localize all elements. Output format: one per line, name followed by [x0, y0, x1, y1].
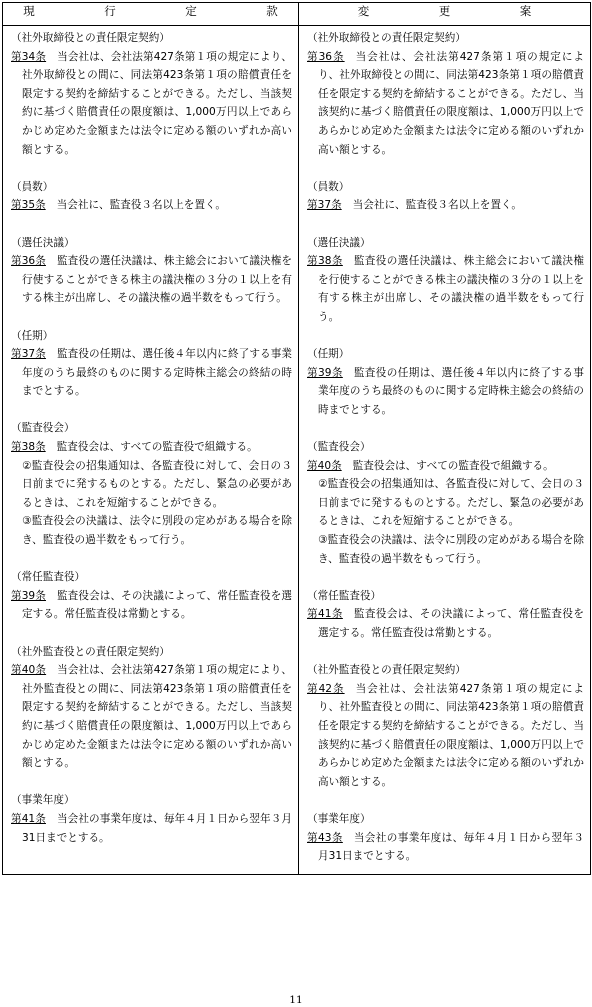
- article-text: 当会社は、会社法第427条第１項の規定により、社外監査役との間に、同法第423条第１項の賠償責任を限定する契約を締結することができる。ただし、当該契約に基づく賠償責任の限度額は、1,000万円以上であらかじめ定めた金額または法令に定める額のいずれか高い額とする。: [22, 664, 292, 770]
- article-paragraph: [307, 457, 584, 476]
- article-text: 当会社の事業年度は、毎年４月１日から翌年３月31日までとする。: [22, 812, 292, 844]
- article-paragraph: [307, 252, 584, 326]
- article-heading: （事業年度）: [307, 812, 371, 825]
- article-number: 第36条: [11, 255, 46, 268]
- article-number: 第38条: [11, 441, 46, 454]
- article-paragraph: [11, 810, 292, 847]
- article-paragraph: [11, 438, 292, 457]
- article-section: [11, 568, 292, 624]
- current-articles-header-label: 現 行 定 款: [23, 4, 307, 18]
- table-body-row: [3, 26, 591, 875]
- article-paragraph: [11, 48, 292, 160]
- article-text: 当会社は、会社法第427条第１項の規定により、社外監査役との間に、同法第423条第１項の賠償責任を限定する契約を締結することができる。ただし、当該契約に基づく賠償責任の限度額は、1,000万円以上であらかじめ定めた金額または法令に定める額のいずれか高い額とする。: [318, 682, 585, 788]
- article-section: [11, 178, 292, 215]
- article-number: 第41条: [307, 608, 343, 621]
- article-heading: （社外監査役との責任限定契約）: [11, 645, 170, 658]
- article-number: 第35条: [11, 199, 46, 212]
- article-heading: （選任決議）: [11, 236, 75, 249]
- article-paragraph: [11, 252, 292, 308]
- amendment-comparison-table: [2, 2, 591, 875]
- article-number: 第37条: [11, 348, 46, 361]
- current-articles-header: [3, 3, 307, 26]
- article-text: 監査役の選任決議は、株主総会において議決権を行使することができる株主の議決権の３分の１以上を有する株主が出席し、その議決権の過半数をもって行う。: [318, 255, 584, 323]
- article-text: 当会社に、監査役３名以上を置く。: [56, 199, 226, 212]
- article-number: 第36条: [307, 50, 345, 63]
- article-text: 当会社の事業年度は、毎年４月１日から翌年３月31日までとする。: [318, 831, 584, 863]
- article-text: 監査役会は、その決議によって、常任監査役を選定する。常任監査役は常勤とする。: [318, 608, 584, 639]
- article-paragraph: [307, 196, 584, 215]
- page-number: 11: [289, 994, 303, 1006]
- proposed-amendment-header-label: 変 更 案: [357, 4, 561, 18]
- article-paragraph: [307, 48, 584, 160]
- article-section: [11, 29, 292, 159]
- article-section: [307, 810, 584, 866]
- article-number: 第39条: [11, 589, 46, 602]
- article-heading: （事業年度）: [11, 794, 75, 807]
- article-paragraph: [307, 680, 584, 792]
- article-subparagraph: ②監査役会の招集通知は、各監査役に対して、会日の３日前までに発するものとする。ただし、緊急の必要があるときは、これを短縮することができる。: [318, 478, 584, 528]
- article-number: 第38条: [307, 255, 343, 268]
- article-subparagraph: ③監査役会の決議は、法令に別段の定めがある場合を除き、監査役の過半数をもって行う。: [22, 515, 292, 547]
- article-number: 第40条: [307, 459, 342, 472]
- article-section: [11, 791, 292, 847]
- article-heading: （監査役会）: [11, 422, 75, 435]
- article-text: 監査役会は、すべての監査役で組織する。: [56, 441, 258, 454]
- article-number: 第34条: [11, 50, 47, 63]
- article-number: 第39条: [307, 366, 343, 379]
- article-text: 監査役の任期は、選任後４年以内に終了する事業年度のうち最終のものに関する定時株主総会の終結の時までとする。: [318, 366, 584, 416]
- article-section: [307, 29, 584, 159]
- article-heading: （常任監査役）: [11, 571, 86, 584]
- article-paragraph: [11, 345, 292, 401]
- article-heading: （常任監査役）: [307, 589, 382, 602]
- article-heading: （任期）: [11, 329, 54, 342]
- article-text: 監査役会は、その決議によって、常任監査役を選定する。常任監査役は常勤とする。: [22, 589, 292, 621]
- article-section: [11, 327, 292, 401]
- article-section: [11, 643, 292, 773]
- article-section: [11, 419, 292, 549]
- article-number: 第43条: [307, 831, 343, 844]
- article-paragraph: [11, 587, 292, 624]
- article-heading: （任期）: [307, 348, 350, 361]
- article-number: 第37条: [307, 199, 342, 212]
- article-section: [11, 234, 292, 308]
- article-heading: （社外取締役との責任限定契約）: [11, 32, 170, 44]
- article-section: [307, 438, 584, 568]
- article-section: [307, 587, 584, 643]
- article-subparagraph: ②監査役会の招集通知は、各監査役に対して、会日の３日前までに発するものとする。ただし、緊急の必要があるときは、これを短縮することができる。: [22, 459, 292, 509]
- article-heading: （社外監査役との責任限定契約）: [307, 664, 466, 677]
- article-section: [307, 661, 584, 791]
- article-paragraph: [307, 829, 584, 866]
- article-text: 当会社は、会社法第427条第１項の規定により、社外取締役との間に、同法第423条第１項の賠償責任を限定する契約を締結することができる。ただし、当該契約に基づく賠償責任の限度額は、1,000万円以上であらかじめ定めた金額または法令に定める額のいずれか高い額とする。: [318, 50, 585, 156]
- current-articles-column: [3, 26, 299, 875]
- article-heading: （社外取締役との責任限定契約）: [307, 32, 466, 44]
- article-text: 監査役の選任決議は、株主総会において議決権を行使することができる株主の議決権の３分の１以上を有する株主が出席し、その議決権の過半数をもって行う。: [22, 255, 292, 305]
- article-number: 第40条: [11, 664, 47, 677]
- article-heading: （員数）: [11, 180, 54, 193]
- article-text: 当会社は、会社法第427条第１項の規定により、社外取締役との間に、同法第423条第１項の賠償責任を限定する契約を締結することができる。ただし、当該契約に基づく賠償責任の限度額は、1,000万円以上であらかじめ定めた金額または法令に定める額のいずれか高い額とする。: [22, 50, 292, 156]
- article-paragraph: [307, 364, 584, 420]
- article-paragraph: [11, 196, 292, 215]
- table-header-row: [3, 3, 591, 26]
- article-section: [307, 345, 584, 419]
- article-heading: （監査役会）: [307, 441, 371, 454]
- article-heading: （員数）: [307, 180, 350, 193]
- article-number: 第42条: [307, 682, 345, 695]
- article-text: 監査役の任期は、選任後４年以内に終了する事業年度のうち最終のものに関する定時株主総会の終結の時までとする。: [22, 348, 292, 398]
- article-text: 監査役会は、すべての監査役で組織する。: [352, 459, 554, 472]
- article-section: [307, 178, 584, 215]
- article-text: 当会社に、監査役３名以上を置く。: [352, 199, 522, 212]
- proposed-amendment-header: [299, 3, 591, 26]
- article-paragraph: [307, 605, 584, 642]
- article-number: 第41条: [11, 812, 46, 825]
- article-subparagraph: ③監査役会の決議は、法令に別段の定めがある場合を除き、監査役の過半数をもって行う。: [318, 534, 584, 565]
- article-paragraph: [11, 661, 292, 773]
- article-section: [307, 234, 584, 327]
- article-heading: （選任決議）: [307, 236, 371, 249]
- proposed-amendment-column: [299, 26, 591, 875]
